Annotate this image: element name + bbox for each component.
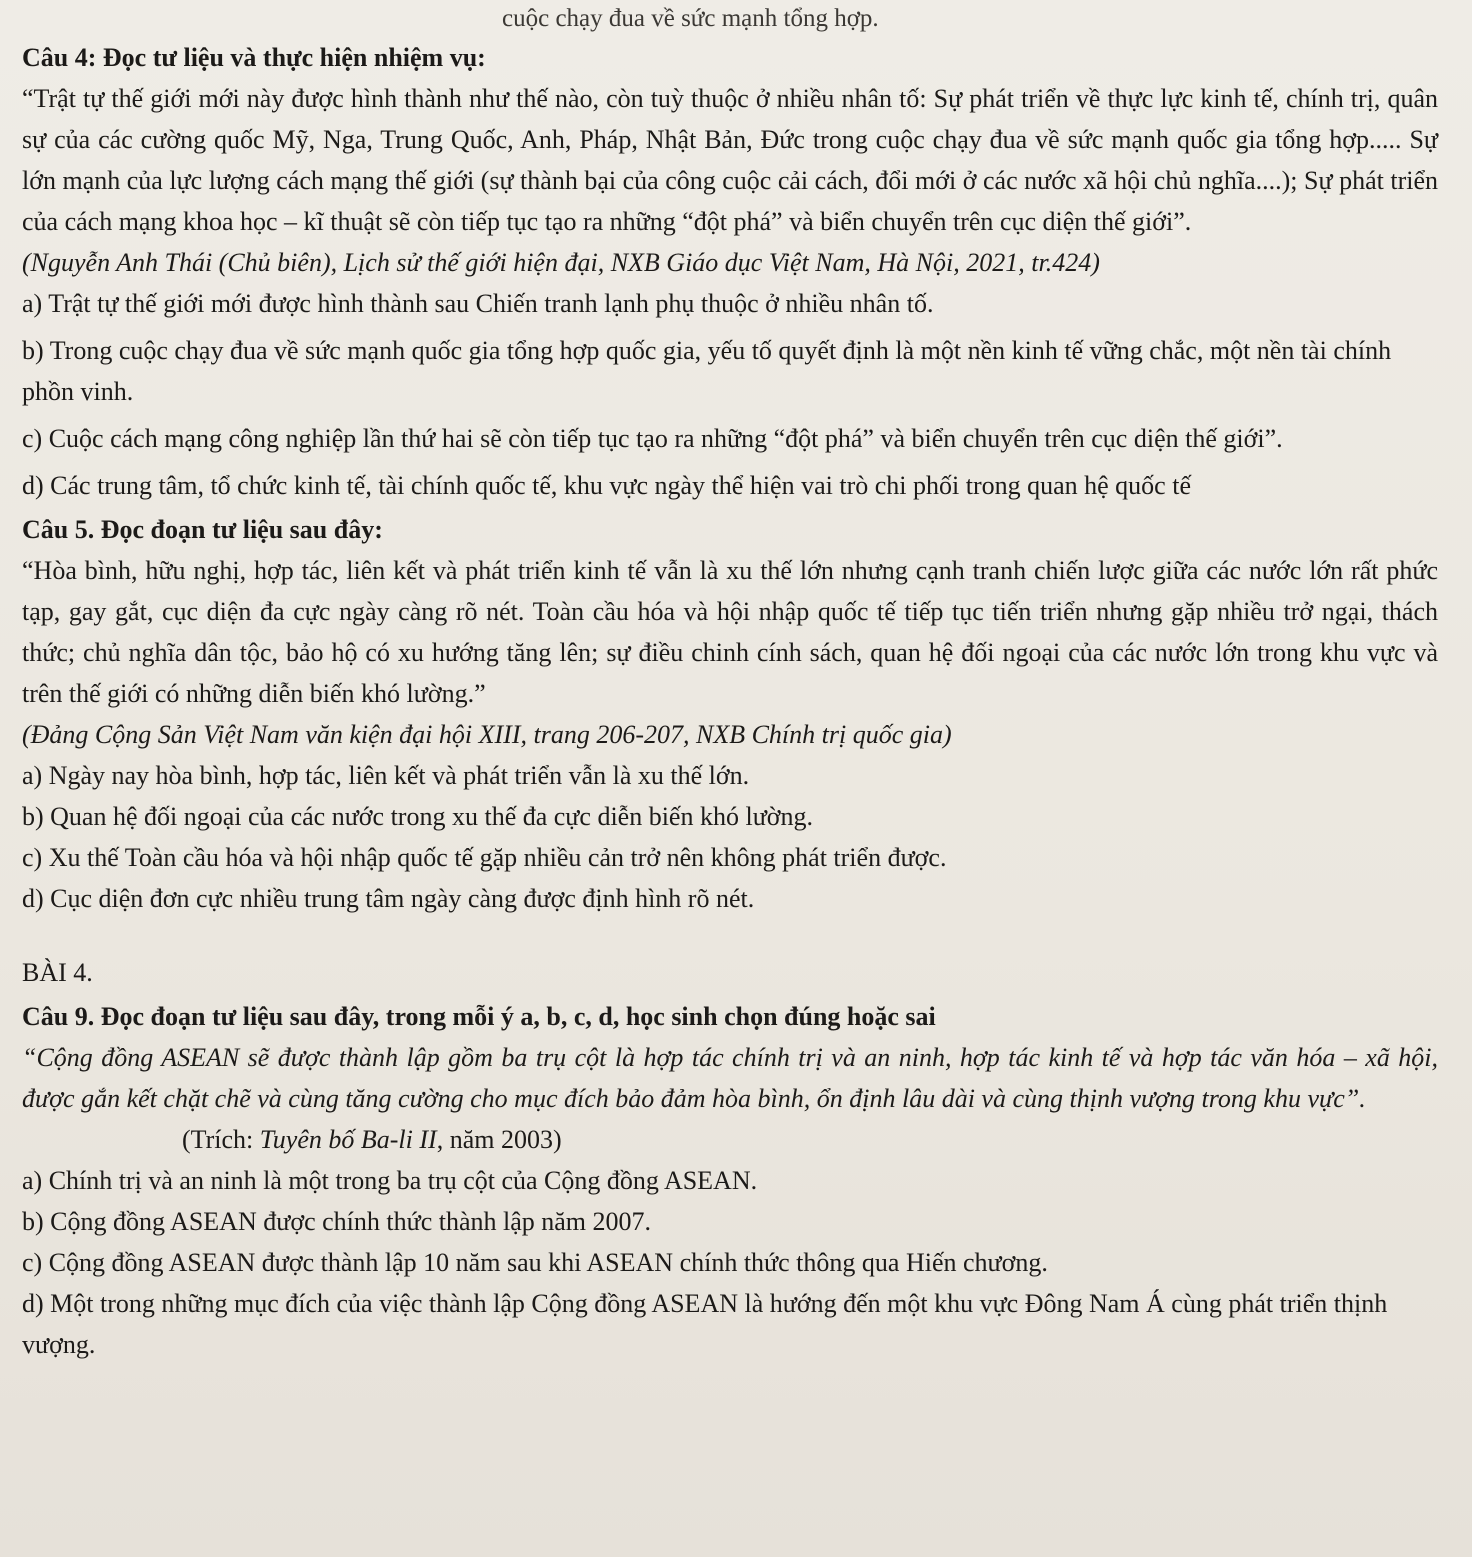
question-9-quote: “Cộng đồng ASEAN sẽ được thành lập gồm ba trụ cột là hợp tác chính trị và an ninh, hợp tác kinh tế và hợp tác văn hóa – xã hội, được gắn kết chặt chẽ và cùng tăng cường cho mục đích bảo đảm hòa bình, ổn định lâu dài và cùng thịnh vượng trong khu vực”.: [22, 1043, 1438, 1113]
question-9-source-prefix: (Trích:: [182, 1125, 260, 1154]
question-4: [22, 38, 1438, 506]
question-5-option-d: d) Cục diện đơn cực nhiều trung tâm ngày càng được định hình rõ nét.: [22, 884, 755, 913]
question-9-option-d: d) Một trong những mục đích của việc thành lập Cộng đồng ASEAN là hướng đến một khu vực Đông Nam Á cùng phát triển thịnh vượng.: [22, 1289, 1388, 1359]
question-9-option-b: b) Cộng đồng ASEAN được chính thức thành lập năm 2007.: [22, 1207, 652, 1236]
question-5-quote: “Hòa bình, hữu nghị, hợp tác, liên kết và phát triển kinh tế vẫn là xu thế lớn nhưng cạnh tranh chiến lược giữa các nước lớn rất phức tạp, gay gắt, cục diện đa cực ngày càng rõ nét. Toàn cầu hóa và hội nhập quốc tế tiếp tục tiến triển nhưng gặp nhiều trở ngại, thách thức; chủ nghĩa dân tộc, bảo hộ có xu hướng tăng lên; sự điều chinh cính sách, quan hệ đối ngoại của các nước lớn trong khu vực và trên thế giới có những diễn biến khó lường.”: [22, 556, 1438, 708]
question-9: [22, 997, 1438, 1365]
question-9-source: [22, 1119, 1438, 1160]
question-4-option-a: a) Trật tự thế giới mới được hình thành sau Chiến tranh lạnh phụ thuộc ở nhiều nhân tố.: [22, 289, 934, 318]
lesson-4-title: BÀI 4.: [22, 958, 93, 987]
question-4-option-c: c) Cuộc cách mạng công nghiệp lần thứ hai sẽ còn tiếp tục tạo ra những “đột phá” và biển chuyển trên cục diện thế giới”.: [22, 424, 1283, 453]
question-9-source-title: Tuyên bố Ba-li II: [259, 1125, 437, 1154]
question-9-option-a: a) Chính trị và an ninh là một trong ba trụ cột của Cộng đồng ASEAN.: [22, 1166, 758, 1195]
top-fragment-text: cuộc chạy đua về sức mạnh tổng hợp.: [502, 5, 879, 32]
question-5-option-a: a) Ngày nay hòa bình, hợp tác, liên kết và phát triển vẫn là xu thế lớn.: [22, 761, 750, 790]
question-5-title: Câu 5. Đọc đoạn tư liệu sau đây:: [22, 515, 383, 544]
question-4-option-d: d) Các trung tâm, tổ chức kinh tế, tài chính quốc tế, khu vực ngày thể hiện vai trò chi phối trong quan hệ quốc tế: [22, 471, 1191, 500]
question-9-source-suffix: , năm 2003): [436, 1125, 562, 1154]
question-9-option-c: c) Cộng đồng ASEAN được thành lập 10 năm sau khi ASEAN chính thức thông qua Hiến chương.: [22, 1248, 1048, 1277]
question-5-option-c: c) Xu thế Toàn cầu hóa và hội nhập quốc tế gặp nhiều cản trở nên không phát triển được.: [22, 843, 947, 872]
question-5-source: (Đảng Cộng Sản Việt Nam văn kiện đại hội XIII, trang 206-207, NXB Chính trị quốc gia): [22, 720, 952, 749]
question-5: [22, 510, 1438, 919]
question-9-title: Câu 9. Đọc đoạn tư liệu sau đây, trong mỗi ý a, b, c, d, học sinh chọn đúng hoặc sai: [22, 1002, 936, 1031]
question-4-source: (Nguyễn Anh Thái (Chủ biên), Lịch sử thế giới hiện đại, NXB Giáo dục Việt Nam, Hà Nội, 2021, tr.424): [22, 248, 1100, 277]
question-4-quote: “Trật tự thế giới mới này được hình thành như thế nào, còn tuỳ thuộc ở nhiều nhân tố: Sự phát triển về thực lực kinh tế, chính trị, quân sự của các cường quốc Mỹ, Nga, Trung Quốc, Anh, Pháp, Nhật Bản, Đức trong cuộc chạy đua về sức mạnh quốc gia tổng hợp..... Sự lớn mạnh của lực lượng cách mạng thế giới (sự thành bại của công cuộc cải cách, đổi mới ở các nước xã hội chủ nghĩa....); Sự phát triển của cách mạng khoa học – kĩ thuật sẽ còn tiếp tục tạo ra những “đột phá” và biển chuyển trên cục diện thế giới”.: [22, 84, 1438, 236]
question-4-option-b: b) Trong cuộc chạy đua về sức mạnh quốc gia tổng hợp quốc gia, yếu tố quyết định là một nền kinh tế vững chắc, một nền tài chính phồn vinh.: [22, 336, 1392, 406]
question-5-option-b: b) Quan hệ đối ngoại của các nước trong xu thế đa cực diễn biến khó lường.: [22, 802, 814, 831]
question-4-title: Câu 4: Đọc tư liệu và thực hiện nhiệm vụ:: [22, 43, 486, 72]
